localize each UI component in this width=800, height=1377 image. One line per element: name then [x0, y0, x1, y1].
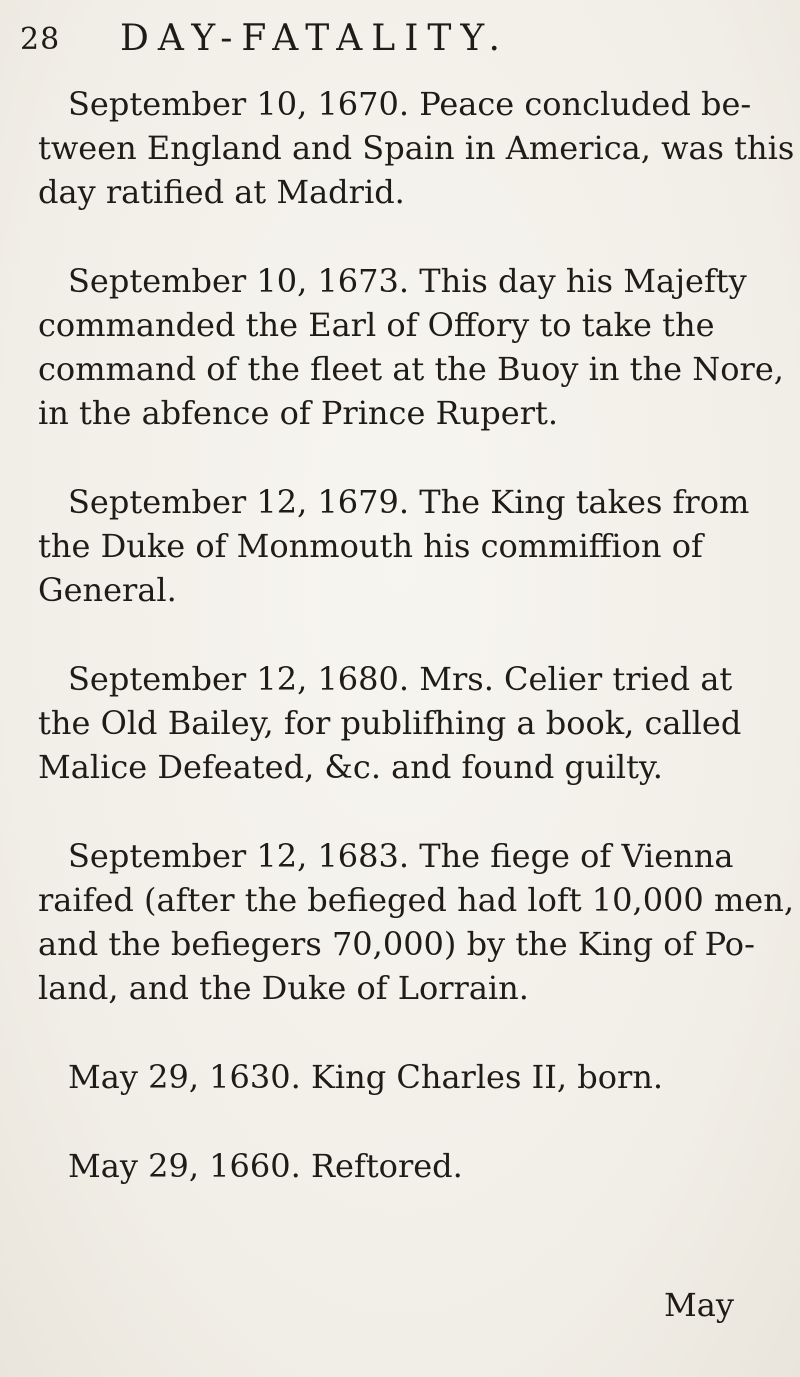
- catchword: May: [664, 1286, 734, 1324]
- entry-line: in the abfence of Prince Rupert.: [38, 394, 559, 432]
- entry-line: September 10, 1673. This day his Majefty: [68, 262, 747, 300]
- entry-line: September 12, 1680. Mrs. Celier tried at: [68, 660, 733, 698]
- entry-line: September 12, 1679. The King takes from: [68, 483, 750, 521]
- entry-1660-may-29: [38, 1144, 788, 1188]
- entry-line: Malice Defeated, &c. and found guilty.: [38, 748, 663, 786]
- entry-line: May 29, 1660. Reftored.: [68, 1147, 463, 1185]
- page-number: 28: [20, 22, 61, 57]
- entry-line: command of the fleet at the Buoy in the Nore,: [38, 350, 784, 388]
- entry-line: commanded the Earl of Offory to take the: [38, 306, 715, 344]
- entry-line: September 12, 1683. The fiege of Vienna: [68, 837, 734, 875]
- entry-line: tween England and Spain in America, was this: [38, 129, 795, 167]
- entry-line: September 10, 1670. Peace concluded be-: [68, 85, 752, 123]
- entry-1670-september-10: [38, 82, 795, 214]
- running-head: DAY-FATALITY.: [120, 18, 510, 59]
- page-header: [20, 8, 780, 68]
- entry-1673-september-10: [38, 259, 788, 435]
- entry-line: the Duke of Monmouth his commiffion of: [38, 527, 703, 565]
- entry-line: raifed (after the befieged had loft 10,000 men,: [38, 881, 794, 919]
- entry-line: General.: [38, 571, 177, 609]
- entry-1630-may-29: [38, 1055, 788, 1099]
- entry-1680-september-12: [38, 657, 788, 789]
- entry-line: the Old Bailey, for publifhing a book, called: [38, 704, 742, 742]
- entry-line: May 29, 1630. King Charles II, born.: [68, 1058, 664, 1096]
- entry-line: and the befiegers 70,000) by the King of Po-: [38, 925, 755, 963]
- entry-line: land, and the Duke of Lorrain.: [38, 969, 529, 1007]
- entry-1683-september-12: [38, 834, 794, 1010]
- entries: [38, 82, 795, 1233]
- entry-line: day ratified at Madrid.: [38, 173, 405, 211]
- entry-1679-september-12: [38, 480, 788, 612]
